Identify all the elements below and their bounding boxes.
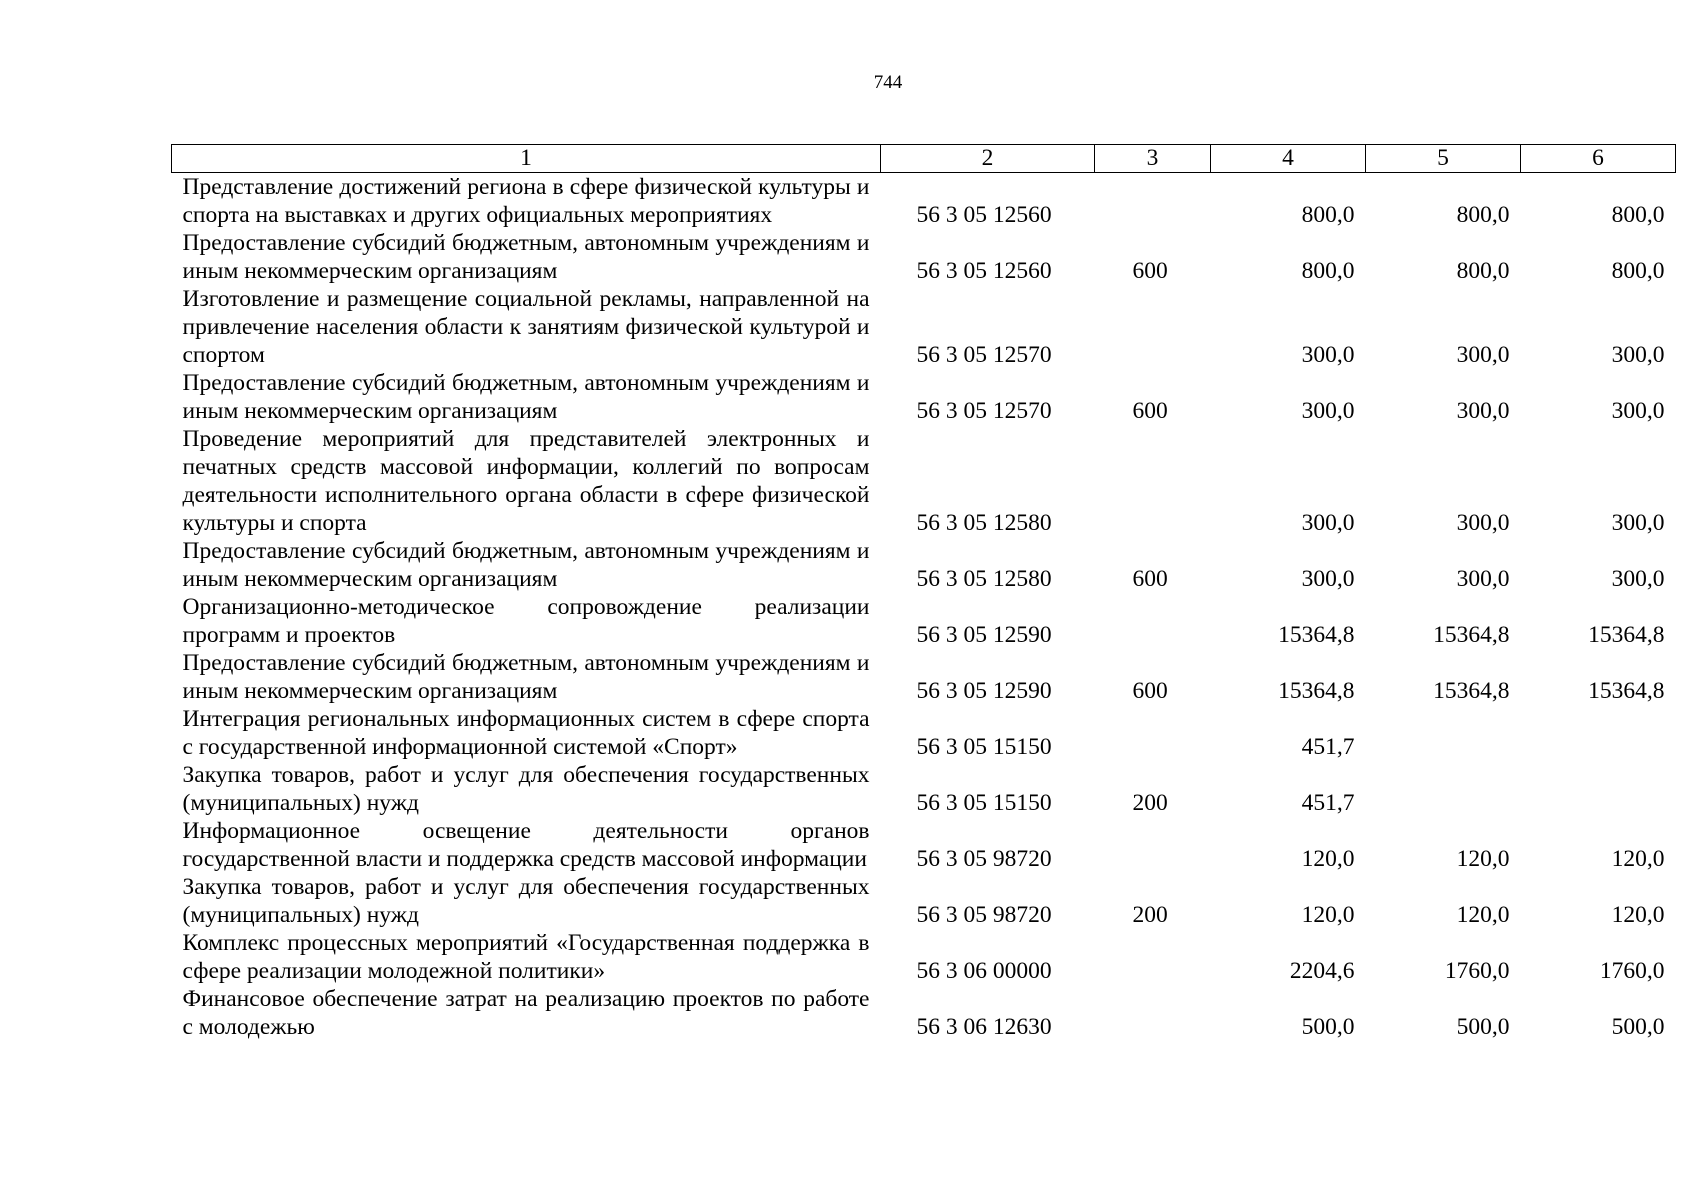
- row-code: 56 3 05 12570: [916, 342, 1052, 368]
- table-row: [172, 929, 1676, 985]
- row-expense-type: 600: [1132, 398, 1168, 424]
- row-expense-type: [1095, 593, 1211, 649]
- row-name: Представление достижений региона в сфере физической культуры и спорта на выставках и других официальных мероприятиях: [182, 174, 870, 228]
- row-amount-col4: 800,0: [1301, 258, 1355, 284]
- row-name: Предоставление субсидий бюджетным, автономным учреждениям и иным некоммерческим организациям: [182, 230, 870, 284]
- row-name: Закупка товаров, работ и услуг для обеспечения государственных (муниципальных) нужд: [182, 762, 870, 816]
- row-code: 56 3 05 12560: [916, 258, 1052, 284]
- row-amount-col6: 15364,8: [1588, 622, 1665, 648]
- table-row: [172, 985, 1676, 1041]
- row-name: Проведение мероприятий для представителей электронных и печатных средств массовой информации, коллегий по вопросам деятельности исполнительного органа области в сфере физической культуры и спорта: [182, 426, 870, 536]
- column-header-3: 3: [1095, 145, 1211, 173]
- row-amount-col4: 300,0: [1301, 398, 1355, 424]
- row-amount-col5: 800,0: [1456, 202, 1510, 228]
- row-amount-col5: 300,0: [1456, 398, 1510, 424]
- row-amount-col4: 120,0: [1301, 846, 1355, 872]
- row-expense-type: [1095, 425, 1211, 537]
- table-row: [172, 369, 1676, 425]
- row-code: 56 3 05 12580: [916, 566, 1052, 592]
- row-expense-type: 200: [1132, 902, 1168, 928]
- row-code: 56 3 05 15150: [916, 790, 1052, 816]
- row-amount-col5: 15364,8: [1433, 678, 1510, 704]
- row-amount-col6: 300,0: [1611, 398, 1665, 424]
- row-amount-col6: 300,0: [1611, 342, 1665, 368]
- row-amount-col4: 451,7: [1301, 790, 1355, 816]
- row-name: Финансовое обеспечение затрат на реализацию проектов по работе с молодежью: [182, 986, 870, 1040]
- row-name: Информационное освещение деятельности органов государственной власти и поддержка средств массовой информации: [182, 818, 870, 872]
- row-name: Изготовление и размещение социальной рекламы, направленной на привлечение населения области к занятиям физической культурой и спортом: [182, 286, 870, 368]
- row-expense-type: 600: [1132, 566, 1168, 592]
- row-amount-col6: 120,0: [1611, 846, 1665, 872]
- row-name: Предоставление субсидий бюджетным, автономным учреждениям и иным некоммерческим организациям: [182, 370, 870, 424]
- header-row: [172, 145, 1676, 173]
- table-row: [172, 873, 1676, 929]
- row-name: Предоставление субсидий бюджетным, автономным учреждениям и иным некоммерческим организациям: [182, 650, 870, 704]
- row-amount-col4: 2204,6: [1289, 958, 1355, 984]
- table-header: [172, 145, 1676, 173]
- table-row: [172, 705, 1676, 761]
- row-expense-type: [1095, 929, 1211, 985]
- row-amount-col6: [1521, 761, 1676, 817]
- row-expense-type: [1095, 817, 1211, 873]
- column-header-4: 4: [1211, 145, 1366, 173]
- row-amount-col4: 120,0: [1301, 902, 1355, 928]
- row-code: 56 3 05 98720: [916, 902, 1052, 928]
- row-amount-col6: 500,0: [1611, 1014, 1665, 1040]
- column-header-6: 6: [1521, 145, 1676, 173]
- row-amount-col4: 300,0: [1301, 566, 1355, 592]
- row-expense-type: 600: [1132, 258, 1168, 284]
- row-code: 56 3 05 15150: [916, 734, 1052, 760]
- row-amount-col6: 300,0: [1611, 510, 1665, 536]
- row-expense-type: [1095, 285, 1211, 369]
- row-amount-col5: [1366, 761, 1521, 817]
- row-amount-col5: 300,0: [1456, 510, 1510, 536]
- row-code: 56 3 06 12630: [916, 1014, 1052, 1040]
- row-amount-col6: 300,0: [1611, 566, 1665, 592]
- row-amount-col6: 1760,0: [1599, 958, 1665, 984]
- row-amount-col5: [1366, 705, 1521, 761]
- row-amount-col4: 300,0: [1301, 510, 1355, 536]
- row-amount-col5: 15364,8: [1433, 622, 1510, 648]
- table-row: [172, 173, 1676, 230]
- row-amount-col4: 500,0: [1301, 1014, 1355, 1040]
- table-row: [172, 537, 1676, 593]
- row-name: Интеграция региональных информационных систем в сфере спорта с государственной информационной системой «Спорт»: [182, 706, 870, 760]
- row-code: 56 3 05 12560: [916, 202, 1052, 228]
- budget-table: [171, 144, 1676, 1041]
- row-amount-col4: 15364,8: [1278, 678, 1355, 704]
- row-expense-type: [1095, 173, 1211, 230]
- row-amount-col5: 500,0: [1456, 1014, 1510, 1040]
- row-expense-type: 600: [1132, 678, 1168, 704]
- table-row: [172, 593, 1676, 649]
- row-amount-col5: 300,0: [1456, 566, 1510, 592]
- table-row: [172, 817, 1676, 873]
- row-amount-col6: 15364,8: [1588, 678, 1665, 704]
- column-header-1: 1: [172, 145, 881, 173]
- row-code: 56 3 05 12580: [916, 510, 1052, 536]
- row-code: 56 3 06 00000: [916, 958, 1052, 984]
- row-amount-col6: 800,0: [1611, 258, 1665, 284]
- column-header-5: 5: [1366, 145, 1521, 173]
- page-number: 744: [873, 72, 903, 93]
- table-body: [172, 173, 1676, 1042]
- row-expense-type: [1095, 985, 1211, 1041]
- row-amount-col6: 800,0: [1611, 202, 1665, 228]
- table-row: [172, 285, 1676, 369]
- row-amount-col4: 800,0: [1301, 202, 1355, 228]
- table-row: [172, 229, 1676, 285]
- row-expense-type: [1095, 705, 1211, 761]
- table-row: [172, 761, 1676, 817]
- row-amount-col4: 15364,8: [1278, 622, 1355, 648]
- row-amount-col5: 120,0: [1456, 902, 1510, 928]
- row-code: 56 3 05 12590: [916, 622, 1052, 648]
- row-amount-col5: 300,0: [1456, 342, 1510, 368]
- row-amount-col6: [1521, 705, 1676, 761]
- row-name: Закупка товаров, работ и услуг для обеспечения государственных (муниципальных) нужд: [182, 874, 870, 928]
- row-amount-col4: 451,7: [1301, 734, 1355, 760]
- row-amount-col4: 300,0: [1301, 342, 1355, 368]
- row-code: 56 3 05 98720: [916, 846, 1052, 872]
- row-amount-col5: 1760,0: [1444, 958, 1510, 984]
- row-amount-col6: 120,0: [1611, 902, 1665, 928]
- row-amount-col5: 800,0: [1456, 258, 1510, 284]
- table-row: [172, 425, 1676, 537]
- row-amount-col5: 120,0: [1456, 846, 1510, 872]
- row-code: 56 3 05 12590: [916, 678, 1052, 704]
- row-expense-type: 200: [1132, 790, 1168, 816]
- column-header-2: 2: [881, 145, 1095, 173]
- row-name: Комплекс процессных мероприятий «Государственная поддержка в сфере реализации молодежной политики»: [182, 930, 870, 984]
- row-name: Организационно-методическое сопровождение реализации программ и проектов: [182, 594, 870, 648]
- row-name: Предоставление субсидий бюджетным, автономным учреждениям и иным некоммерческим организациям: [182, 538, 870, 592]
- row-code: 56 3 05 12570: [916, 398, 1052, 424]
- table-row: [172, 649, 1676, 705]
